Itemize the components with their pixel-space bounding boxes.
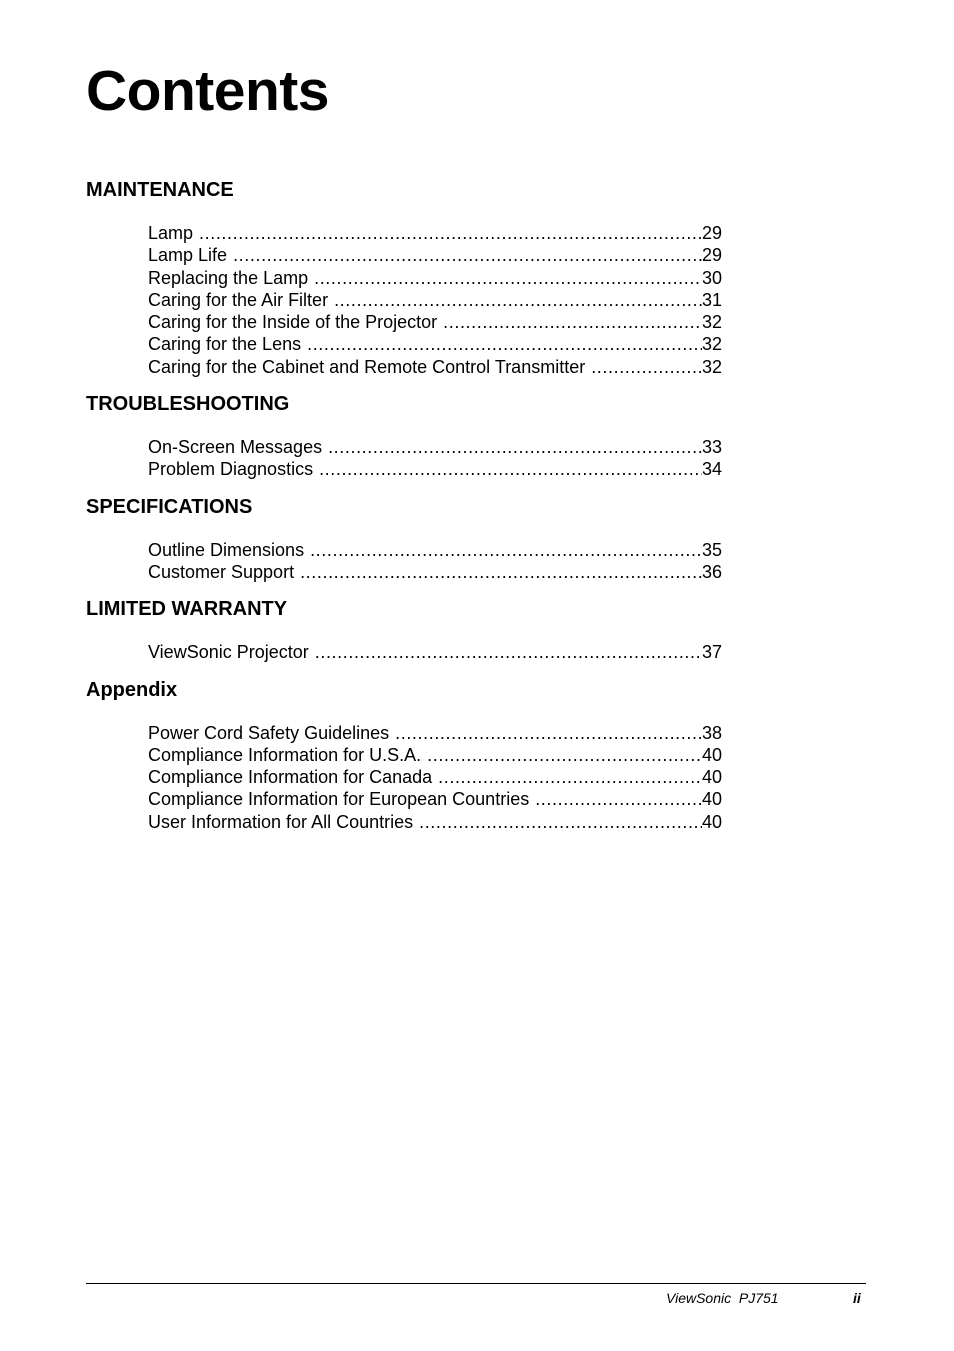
toc-entry[interactable] xyxy=(148,222,722,244)
entry-title: Customer Support xyxy=(148,561,295,582)
toc-entry[interactable] xyxy=(148,311,722,333)
toc-entry[interactable] xyxy=(148,788,722,810)
entry-page-number: 29 xyxy=(701,245,722,266)
toc-entry[interactable] xyxy=(148,289,722,311)
entry-title: Compliance Information for European Countries xyxy=(148,789,530,810)
entry-page-number: 35 xyxy=(701,539,722,560)
entry-page-number: 29 xyxy=(701,223,722,243)
dot-leader xyxy=(535,788,702,810)
dot-leader xyxy=(328,436,702,458)
entry-page-number: 31 xyxy=(701,289,722,310)
toc-section-maintenance xyxy=(86,176,726,378)
entry-page-number: 37 xyxy=(701,642,722,663)
entry-page-number: 36 xyxy=(701,561,722,582)
section-heading: Appendix xyxy=(86,678,178,701)
dot-leader xyxy=(438,766,702,788)
entry-page-number: 40 xyxy=(701,744,722,765)
section-heading: MAINTENANCE xyxy=(86,179,234,201)
toc-entry[interactable] xyxy=(148,561,722,583)
entry-page-number: 40 xyxy=(701,767,722,788)
page-title: Contents xyxy=(86,59,329,123)
toc-entry[interactable] xyxy=(148,539,722,561)
entry-list xyxy=(86,539,722,584)
section-heading: SPECIFICATIONS xyxy=(86,495,253,518)
dot-leader xyxy=(300,561,702,583)
entry-title: On-Screen Messages xyxy=(148,437,323,458)
entry-page-number: 38 xyxy=(701,722,722,743)
dot-leader xyxy=(427,744,702,766)
entry-page-number: 30 xyxy=(701,267,722,288)
footer-page-number: ii xyxy=(853,1290,861,1306)
dot-leader xyxy=(307,333,702,355)
entry-list xyxy=(86,436,722,481)
entry-list xyxy=(86,222,722,378)
toc-entry[interactable] xyxy=(148,744,722,766)
entry-title: Problem Diagnostics xyxy=(148,459,314,480)
dot-leader xyxy=(310,539,702,561)
dot-leader xyxy=(591,356,702,378)
entry-title: Outline Dimensions xyxy=(148,539,305,560)
dot-leader xyxy=(443,311,702,333)
footer-product-name: ViewSonic PJ751 xyxy=(666,1290,779,1306)
section-heading: LIMITED WARRANTY xyxy=(86,598,288,621)
entry-title: Compliance Information for Canada xyxy=(148,767,433,788)
entry-title: Caring for the Lens xyxy=(148,334,302,355)
dot-leader xyxy=(319,458,702,480)
entry-title: Caring for the Cabinet and Remote Control Transmitter xyxy=(148,356,586,377)
toc-entry[interactable] xyxy=(148,244,722,266)
entry-page-number: 40 xyxy=(701,789,722,810)
dot-leader xyxy=(334,289,702,311)
entry-title: ViewSonic Projector xyxy=(148,642,309,663)
toc-entry[interactable] xyxy=(148,458,722,480)
dot-leader xyxy=(395,722,702,744)
entry-page-number: 34 xyxy=(701,459,722,480)
toc-section-troubleshooting xyxy=(86,390,726,481)
toc-entry[interactable] xyxy=(148,641,722,663)
entry-title: Compliance Information for U.S.A. xyxy=(148,744,422,765)
entry-title: Caring for the Inside of the Projector xyxy=(148,312,438,333)
entry-list xyxy=(86,722,722,833)
dot-leader xyxy=(315,641,702,663)
toc-entry[interactable] xyxy=(148,811,722,833)
section-heading: TROUBLESHOOTING xyxy=(86,393,290,416)
toc-entry[interactable] xyxy=(148,356,722,378)
entry-title: Replacing the Lamp xyxy=(148,267,309,288)
entry-title: Lamp Life xyxy=(148,245,228,266)
dot-leader xyxy=(419,811,702,833)
toc-entry[interactable] xyxy=(148,722,722,744)
entry-page-number: 40 xyxy=(701,811,722,832)
toc-section-limited-warranty xyxy=(86,595,726,663)
entry-list xyxy=(86,641,722,663)
entry-title: Caring for the Air Filter xyxy=(148,289,329,310)
entry-page-number: 32 xyxy=(701,356,722,377)
table-of-contents xyxy=(86,176,726,845)
dot-leader xyxy=(314,267,702,289)
entry-title: Power Cord Safety Guidelines xyxy=(148,722,390,743)
toc-entry[interactable] xyxy=(148,436,722,458)
toc-section-specifications xyxy=(86,493,726,584)
toc-section-appendix xyxy=(86,676,726,833)
entry-title: Lamp xyxy=(148,223,194,243)
footer-divider xyxy=(86,1283,866,1284)
dot-leader xyxy=(199,222,702,244)
entry-page-number: 33 xyxy=(701,437,722,458)
toc-entry[interactable] xyxy=(148,766,722,788)
entry-title: User Information for All Countries xyxy=(148,811,414,832)
dot-leader xyxy=(233,244,702,266)
toc-entry[interactable] xyxy=(148,267,722,289)
toc-entry[interactable] xyxy=(148,333,722,355)
entry-page-number: 32 xyxy=(701,334,722,355)
entry-page-number: 32 xyxy=(701,312,722,333)
